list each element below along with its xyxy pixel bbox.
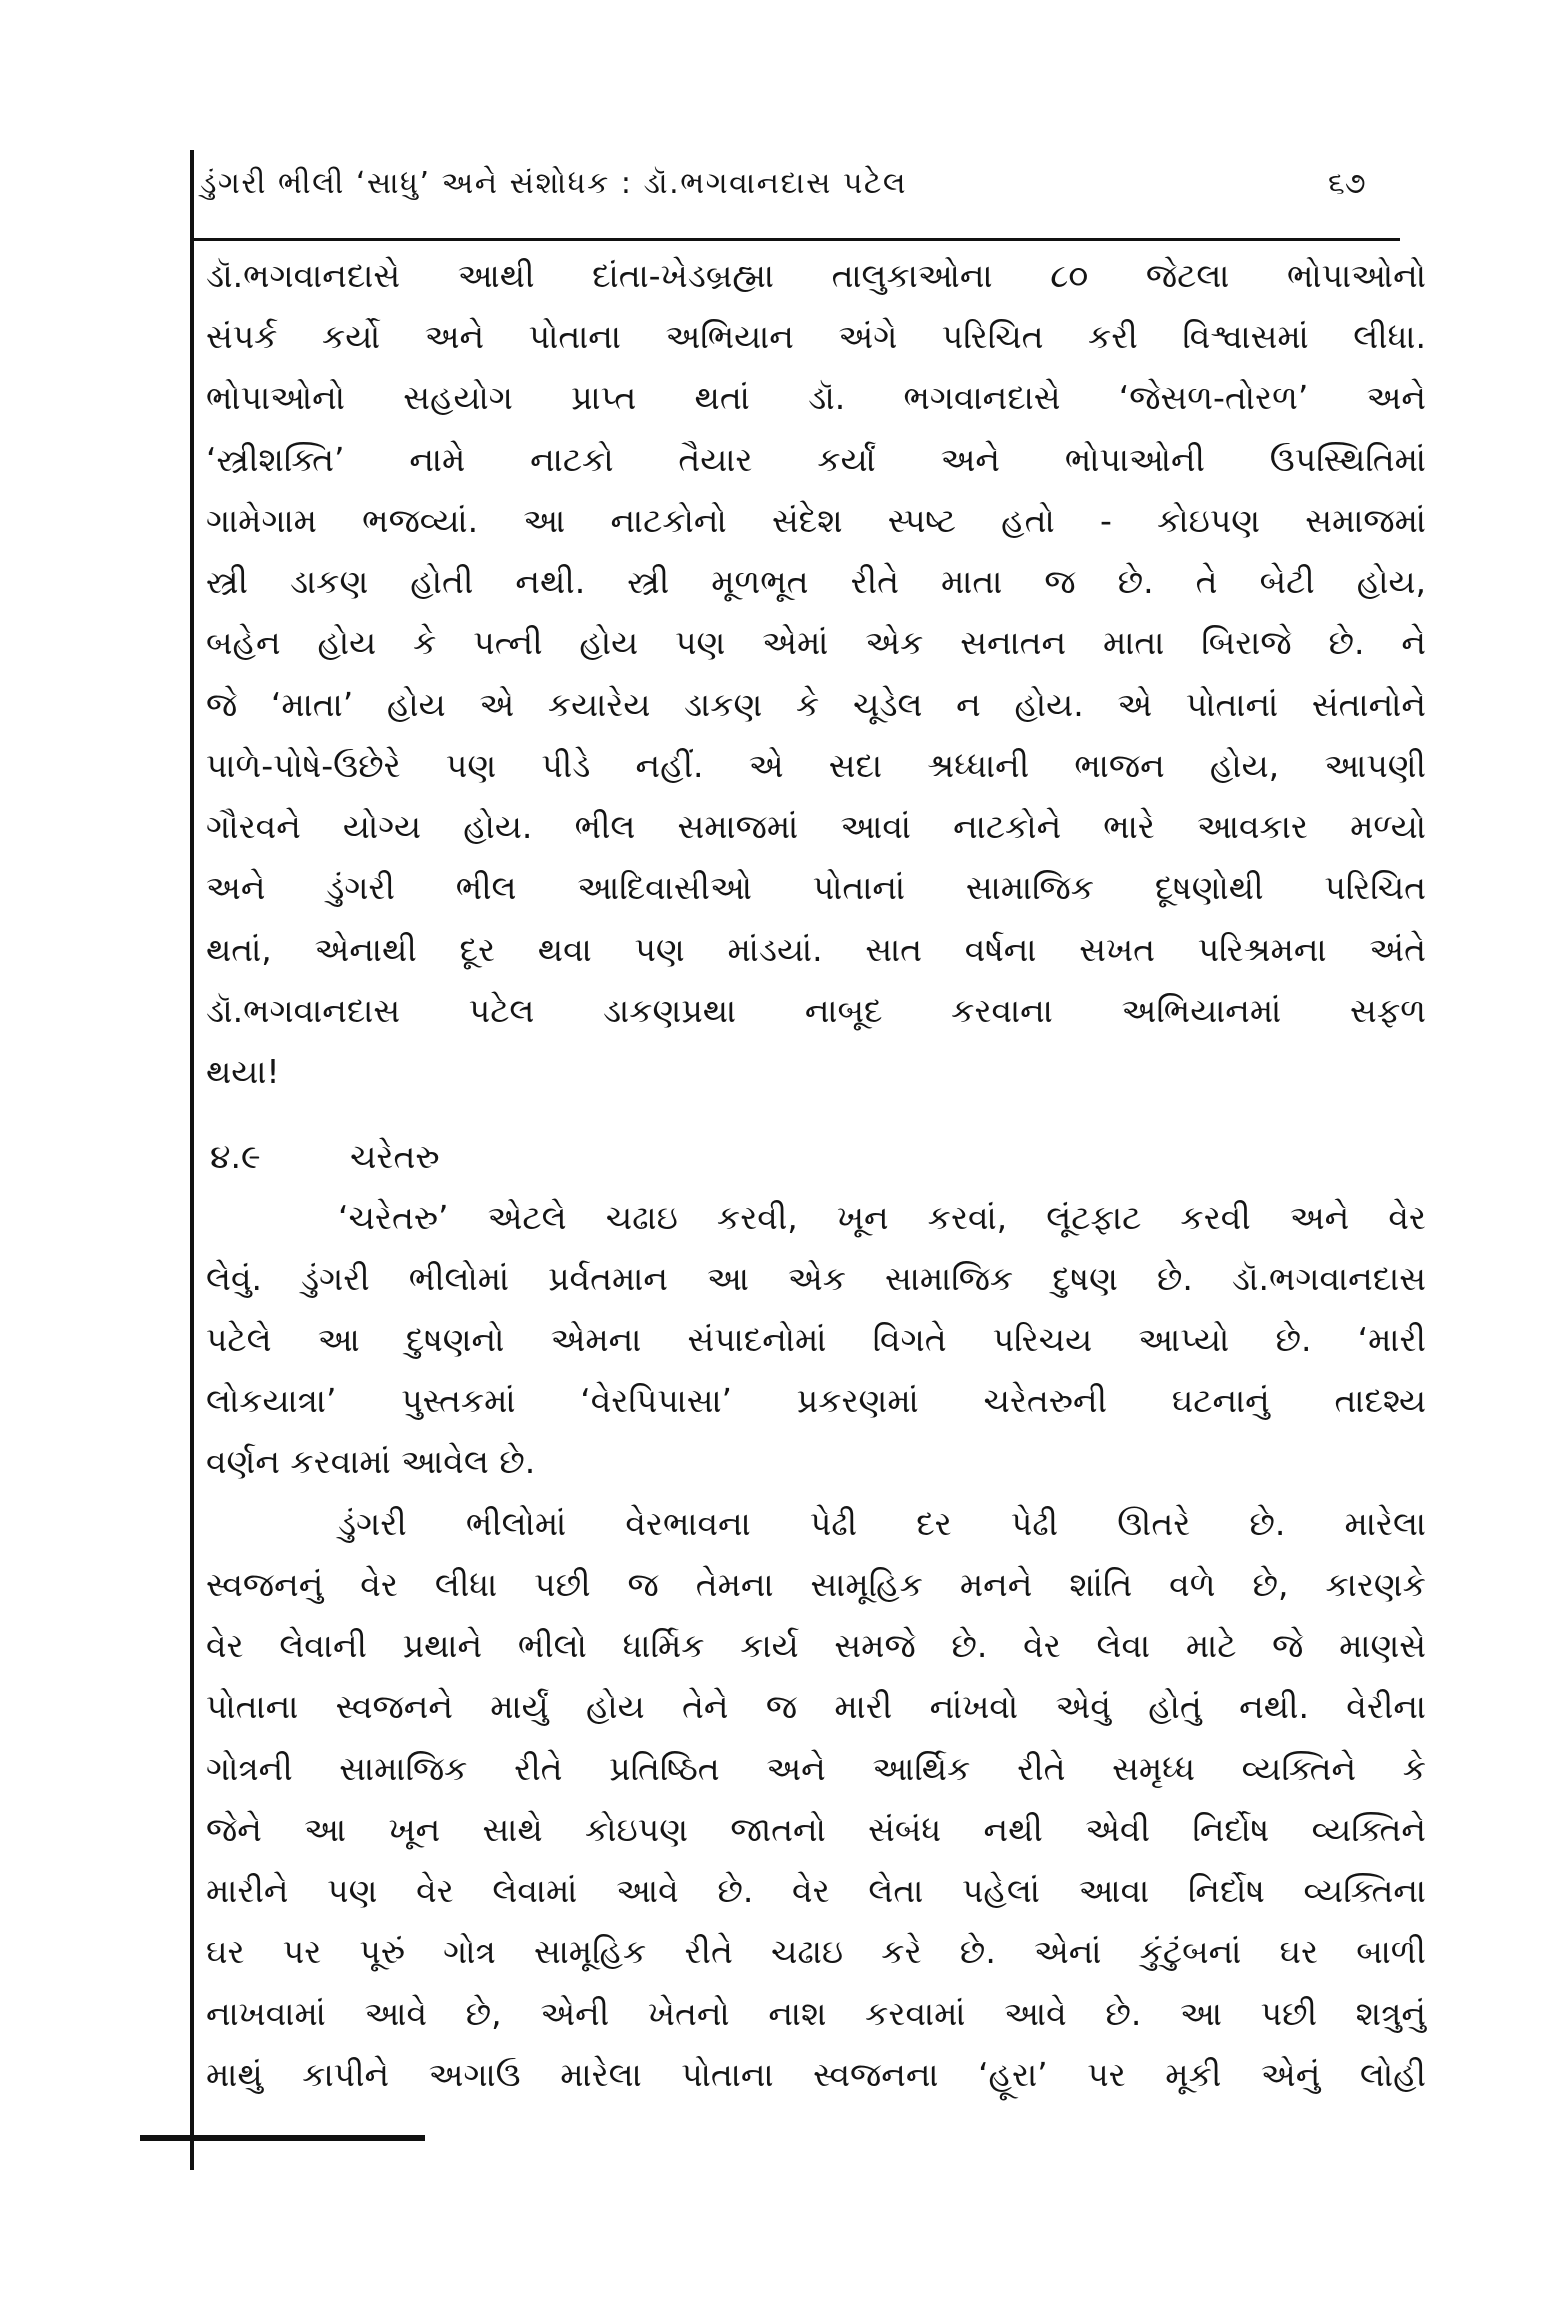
header-rule bbox=[190, 238, 1400, 241]
text-line: ગામેગામ ભજવ્યાં. આ નાટકોનો સંદેશ સ્પષ્ટ હતો - કોઇપણ સમાજમાં bbox=[206, 501, 1426, 540]
section-number: ૪.૯ bbox=[210, 1137, 261, 1176]
text-line: પાળે-પોષે-ઉછેરે પણ પીડે નહીં. એ સદા શ્રધ્ધાની ભાજન હોય, આપણી bbox=[206, 746, 1426, 785]
text-line: નાખવામાં આવે છે, એની ખેતનો નાશ કરવામાં આવે છે. આ પછી શત્રુનું bbox=[206, 1994, 1426, 2033]
text-line: માથું કાપીને અગાઉ મારેલા પોતાના સ્વજનના ‘હૂરા’ પર મૂકી એનું લોહી bbox=[206, 2055, 1426, 2094]
text-line: ગૌરવને યોગ્ય હોય. ભીલ સમાજમાં આવાં નાટકોને ભારે આવકાર મળ્યો bbox=[206, 807, 1426, 846]
footer-rule bbox=[140, 2135, 425, 2141]
text-line: ગોત્રની સામાજિક રીતે પ્રતિષ્ઠિત અને આર્થિક રીતે સમૃધ્ધ વ્યક્તિને કે bbox=[206, 1749, 1426, 1788]
text-line: જે ‘માતા’ હોય એ કયારેય ડાકણ કે ચૂડેલ ન હોય. એ પોતાનાં સંતાનોને bbox=[206, 685, 1426, 724]
text-line: લેવું. ડુંગરી ભીલોમાં પ્રર્વતમાન આ એક સામાજિક દુષણ છે. ડૉ.ભગવાનદાસ bbox=[206, 1259, 1426, 1298]
text-line: ‘સ્ત્રીશક્તિ’ નામે નાટકો તૈયાર કર્યાં અને ભોપાઓની ઉપસ્થિતિમાં bbox=[206, 440, 1426, 479]
text-line: સ્વજનનું વેર લીધા પછી જ તેમના સામૂહિક મનને શાંતિ વળે છે, કારણકે bbox=[206, 1565, 1426, 1604]
text-line: બહેન હોય કે પત્ની હોય પણ એમાં એક સનાતન માતા બિરાજે છે. ને bbox=[206, 623, 1426, 662]
page-number: ૬૭ bbox=[1328, 166, 1366, 201]
text-line: લોકયાત્રા’ પુસ્તકમાં ‘વેરપિપાસા’ પ્રકરણમાં ચરેતરુની ઘટનાનું તાદશ્ય bbox=[206, 1381, 1426, 1420]
text-line: પોતાના સ્વજનને માર્યું હોય તેને જ મારી નાંખવો એવું હોતું નથી. વેરીના bbox=[206, 1687, 1426, 1726]
text-line: મારીને પણ વેર લેવામાં આવે છે. વેર લેતા પહેલાં આવા નિર્દોષ વ્યક્તિના bbox=[206, 1871, 1426, 1910]
text-line: ‘ચરેતરુ’ એટલે ચઢાઇ કરવી, ખૂન કરવાં, લૂંટફાટ કરવી અને વેર bbox=[338, 1198, 1426, 1237]
text-line: ડૉ.ભગવાનદાસ પટેલ ડાકણપ્રથા નાબૂદ કરવાના અભિયાનમાં સફળ bbox=[206, 991, 1426, 1030]
text-line: અને ડુંગરી ભીલ આદિવાસીઓ પોતાનાં સામાજિક દૂષણોથી પરિચિત bbox=[206, 868, 1426, 907]
text-line: સંપર્ક કર્યો અને પોતાના અભિયાન અંગે પરિચિત કરી વિશ્વાસમાં લીધા. bbox=[206, 317, 1426, 356]
text-line: ભોપાઓનો સહયોગ પ્રાપ્ત થતાં ડૉ. ભગવાનદાસે ‘જેસળ-તોરળ’ અને bbox=[206, 378, 1427, 417]
text-line: સ્ત્રી ડાકણ હોતી નથી. સ્ત્રી મૂળભૂત રીતે માતા જ છે. તે બેટી હોય, bbox=[206, 562, 1426, 601]
text-line: પટેલે આ દુષણનો એમના સંપાદનોમાં વિગતે પરિચય આપ્યો છે. ‘મારી bbox=[206, 1320, 1426, 1359]
section-title: ચરેતરુ bbox=[350, 1137, 440, 1176]
text-line: વેર લેવાની પ્રથાને ભીલો ધાર્મિક કાર્ય સમજે છે. વેર લેવા માટે જે માણસે bbox=[206, 1626, 1426, 1665]
text-line: થયા! bbox=[206, 1052, 280, 1091]
text-line: ઘર પર પૂરું ગોત્ર સામૂહિક રીતે ચઢાઇ કરે છે. એનાં કુંટુંબનાં ઘર બાળી bbox=[206, 1932, 1426, 1971]
text-line: ડુંગરી ભીલોમાં વેરભાવના પેઢી દર પેઢી ઊતરે છે. મારેલા bbox=[338, 1504, 1426, 1543]
running-header-title: ડુંગરી ભીલી ‘સાધુ’ અને સંશોધક : ડૉ.ભગવાનદાસ પટેલ bbox=[200, 166, 908, 201]
text-line: થતાં, એનાથી દૂર થવા પણ માંડયાં. સાત વર્ષના સખત પરિશ્રમના અંતે bbox=[206, 930, 1426, 969]
left-margin-rule bbox=[190, 150, 194, 2170]
text-line: ડૉ.ભગવાનદાસે આથી દાંતા-ખેડબ્રહ્મા તાલુકાઓના ૮૦ જેટલા ભોપાઓનો bbox=[206, 256, 1426, 295]
text-line: વર્ણન કરવામાં આવેલ છે. bbox=[206, 1442, 536, 1481]
text-line: જેને આ ખૂન સાથે કોઇપણ જાતનો સંબંધ નથી એવી નિર્દોષ વ્યક્તિને bbox=[206, 1810, 1426, 1849]
